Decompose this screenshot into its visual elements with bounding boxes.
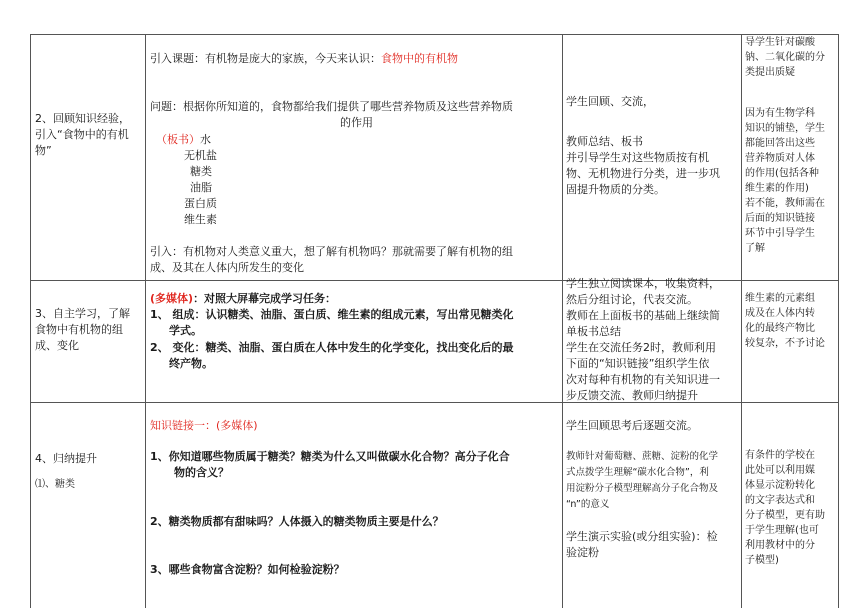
- nutrient-item: 无机盐: [184, 149, 217, 162]
- step2-label-line2: 引入“食物中的有机: [35, 128, 129, 141]
- activity-line: 然后分组讨论，代表交流。: [566, 293, 698, 306]
- step3-label-line3: 成、变化: [35, 339, 79, 352]
- intro-topic: 食物中的有机物: [381, 52, 458, 65]
- step3-label-line2: 食物中有机物的组: [35, 323, 123, 336]
- nutrient-item: 水: [200, 133, 211, 146]
- step4-title: 4、归纳提升: [35, 452, 97, 465]
- question1-line1: 1、你知道哪些物质属于糖类？糖类为什么又叫做碳水化合物？高分子化合: [150, 450, 510, 463]
- task1-line1: 1、 组成：认识糖类、油脂、蛋白质、维生素的组成元素，写出常见糖类化: [150, 308, 514, 321]
- step2-label-line3: 物”: [35, 144, 52, 157]
- note-line: 若不能，教师需在: [745, 198, 825, 209]
- teacher-summary-line2: 并引导学生对这些物质按有机: [566, 151, 709, 164]
- note-line: 环节中引导学生: [745, 228, 815, 239]
- question-line1: 问题：根据你所知道的，食物都给我们提供了哪些营养物质及这些营养物质: [150, 100, 513, 113]
- activity-line: 学生在交流任务2时，教师利用: [566, 341, 716, 354]
- note-line: 了解: [745, 243, 765, 254]
- task2-line2: 终产物。: [169, 357, 213, 370]
- activity-line: 次对每种有机物的有关知识进一: [566, 373, 720, 386]
- knowledge-link-title: 知识链接一：(多媒体): [150, 419, 258, 432]
- note-line: 较复杂，不予讨论: [745, 338, 825, 349]
- note-line: 体显示淀粉转化: [745, 480, 815, 491]
- nutrient-item: 蛋白质: [184, 197, 217, 210]
- nutrient-item: 糖类: [190, 165, 212, 178]
- table-border-left: [30, 34, 31, 608]
- demo-line2: 验淀粉: [566, 546, 599, 559]
- media-task-line: [150, 291, 336, 307]
- activity-line: 教师在上面板书的基础上继续简: [566, 309, 720, 322]
- teacher-summary-line1: 教师总结、板书: [566, 135, 643, 148]
- note-line: 后面的知识链接: [745, 213, 815, 224]
- nutrient-item: 维生素: [184, 213, 217, 226]
- note-line: 子模型): [745, 555, 779, 566]
- note-line: 有条件的学校在: [745, 450, 815, 461]
- note-line: 的文字表达式和: [745, 495, 815, 506]
- guide-line: 式点拨学生理解“碳水化合物”，利: [566, 467, 709, 478]
- step2-label-line1: 2、回顾知识经验，: [35, 112, 130, 125]
- row-divider-2: [30, 402, 839, 403]
- note-line: 导学生针对碳酸: [745, 37, 815, 48]
- activity-line: 学生独立阅读课本，收集资料，: [566, 277, 720, 290]
- question1-line2: 物的含义？: [174, 466, 229, 479]
- task1-line2: 学式。: [169, 324, 202, 337]
- note-line: 化的最终产物比: [745, 323, 815, 334]
- note-line: 知识的铺垫，学生: [745, 123, 825, 134]
- teacher-summary-line3: 物、无机物进行分类，进一步巩: [566, 167, 720, 180]
- note-line: 钠、二氧化碳的分: [745, 52, 825, 63]
- nutrient-item: 油脂: [190, 181, 212, 194]
- task2-line1: 2、 变化：糖类、油脂、蛋白质在人体中发生的化学变化，找出变化后的最: [150, 341, 514, 354]
- student-recall: 学生回顾思考后逐题交流。: [566, 419, 698, 432]
- lead-line2: 成、及其在人体内所发生的变化: [150, 261, 304, 274]
- note-line: 因为有生物学科: [745, 108, 815, 119]
- board-tag: （板书）: [156, 133, 200, 146]
- activity-line: 下面的“知识链接”组织学生依: [566, 357, 710, 370]
- activity-line: 单板书总结: [566, 325, 621, 338]
- question2: 2、糖类物质都有甜味吗？人体摄入的糖类物质主要是什么？: [150, 515, 444, 528]
- student-review: 学生回顾、交流，: [566, 95, 654, 108]
- guide-line: 用淀粉分子模型理解高分子化合物及: [566, 483, 719, 494]
- intro-line: [150, 51, 458, 67]
- media-tag: (多媒体): [150, 292, 194, 305]
- step3-label-line1: 3、自主学习，了解: [35, 307, 130, 320]
- intro-prefix: 引入课题：有机物是庞大的家族，今天来认识：: [150, 52, 381, 65]
- note-line: 维生素的元素组: [745, 293, 815, 304]
- note-line: 类提出质疑: [745, 67, 795, 78]
- note-line: 于学生理解(也可: [745, 525, 819, 536]
- column-divider-3: [741, 34, 742, 608]
- question3: 3、哪些食物富含淀粉？如何检验淀粉？: [150, 563, 345, 576]
- note-line: 成及在人体内转: [745, 308, 815, 319]
- note-line: 营养物质对人体: [745, 153, 815, 164]
- step4-subtitle: ⑴、糖类: [35, 479, 75, 490]
- column-divider-1: [145, 34, 146, 608]
- media-task: ：对照大屏幕完成学习任务：: [193, 292, 337, 305]
- note-line: 的作用(包括各种: [745, 168, 819, 179]
- note-line: 此处可以利用媒: [745, 465, 815, 476]
- guide-line: 教师针对葡萄糖、蔗糖、淀粉的化学: [566, 451, 719, 462]
- teacher-summary-line4: 固提升物质的分类。: [566, 183, 665, 196]
- note-line: 维生素的作用): [745, 183, 809, 194]
- note-line: 都能回答出这些: [745, 138, 815, 149]
- activity-line: 步反馈交流、教师归纳提升: [566, 389, 698, 402]
- lead-line1: 引入：有机物对人类意义重大，想了解有机物吗？那就需要了解有机物的组: [150, 245, 513, 258]
- table-border-right: [838, 34, 839, 608]
- note-line: 利用教材中的分: [745, 540, 815, 551]
- note-line: 分子模型，更有助: [745, 510, 825, 521]
- demo-line1: 学生演示实验(或分组实验)：检: [566, 530, 718, 543]
- column-divider-2: [562, 34, 563, 608]
- question-line2: 的作用: [340, 116, 373, 129]
- guide-line: “n”的意义: [566, 499, 610, 510]
- board-nutrient-water: [156, 132, 211, 148]
- table-border-top: [30, 34, 839, 35]
